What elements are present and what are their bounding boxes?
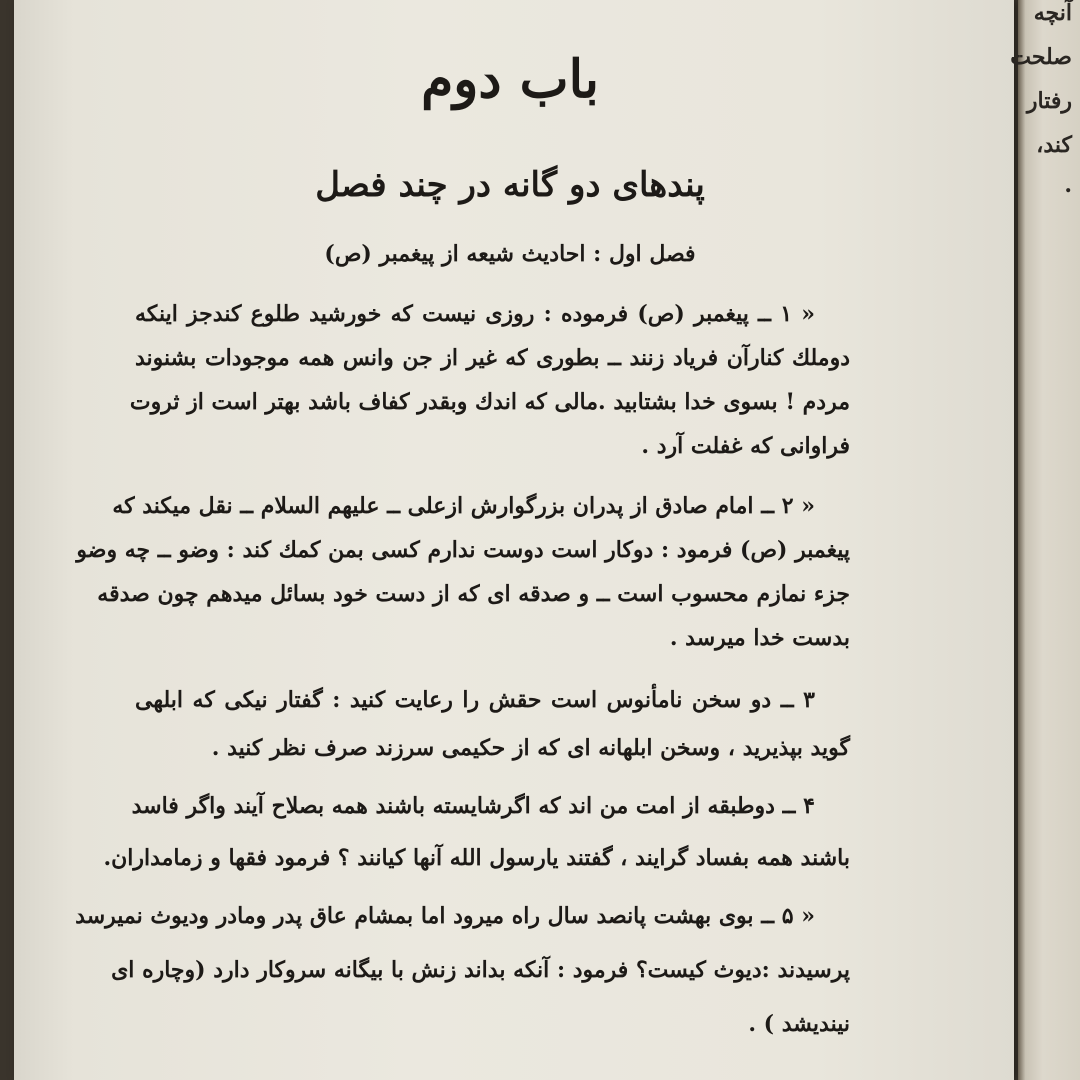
hadith-2-line-4: بدست خدا میرسد . xyxy=(669,625,850,651)
hadith-5-line-2: پرسیدند :دیوث کیست؟ فرمود : آنکه بداند زنش با بیگانه سروکار دارد (وچاره ای xyxy=(111,957,850,983)
hadith-2-line-1: « ۲ ــ امام صادق از پدران بزرگوارش ازعلی ــ علیهم السلام ــ نقل میکند که xyxy=(112,493,815,519)
hadith-4-line-2: باشند همه بفساد گرایند ، گفتند یارسول الله آنها کیانند ؟ فرمود فقها و زمامداران. xyxy=(103,845,850,871)
next-page-fragment: کند، xyxy=(1036,132,1072,158)
hadith-1-line-2: دوملك کنارآن فریاد زنند ــ بطوری که غیر از جن وانس همه موجودات بشنوند xyxy=(135,345,850,371)
next-page-fragment: رفتار xyxy=(1026,88,1072,114)
section-heading: پندهای دو گانه در چند فصل xyxy=(315,165,705,205)
hadith-5-line-1: « ۵ ــ بوی بهشت پانصد سال راه میرود اما بمشام عاق پدر ومادر ودیوث نمیرسد xyxy=(75,903,815,929)
hadith-5-line-3: نیندیشد ) . xyxy=(748,1011,850,1037)
hadith-1-line-1: « ۱ ــ پیغمبر (ص) فرموده : روزی نیست که خورشید طلوع کندجز اینکه xyxy=(135,301,815,327)
hadith-3-line-2: گوید بپذیرید ، وسخن ابلهانه ای که از حکیمی سرزند صرف نظر کنید . xyxy=(211,735,850,761)
next-page-fragment: . xyxy=(1064,172,1072,198)
next-page-fragment: صلحت xyxy=(1010,44,1072,70)
next-page-fragment: آنچه xyxy=(1033,0,1072,26)
hadith-1-line-3: مردم ! بسوی خدا بشتابید .مالی که اندك وبقدر کفاف باشد بهتر است از ثروت xyxy=(129,389,850,415)
hadith-2-line-3: جزء نمازم محسوب است ــ و صدقه ای که از دست خود بسائل میدهم چون صدقه xyxy=(97,581,850,607)
chapter-title: باب دوم xyxy=(421,49,599,110)
hadith-4-line-1: ۴ ــ دوطبقه از امت من اند که اگرشایسته باشند همه بصلاح آیند واگر فاسد xyxy=(131,793,815,819)
hadith-3-line-1: ۳ ــ دو سخن نامأنوس است حقش را رعایت کنید : گفتار نیکی که ابلهی xyxy=(135,687,815,713)
next-page-edge xyxy=(1010,0,1080,1080)
hadith-2-line-2: پیغمبر (ص) فرمود : دوکار است دوست ندارم کسی بمن کمك کند : وضو ــ چه وضو xyxy=(76,537,850,563)
chapter-subheading: فصل اول : احادیث شیعه از پیغمبر (ص) xyxy=(324,241,696,267)
hadith-1-line-4: فراوانی که غفلت آرد . xyxy=(641,433,850,459)
